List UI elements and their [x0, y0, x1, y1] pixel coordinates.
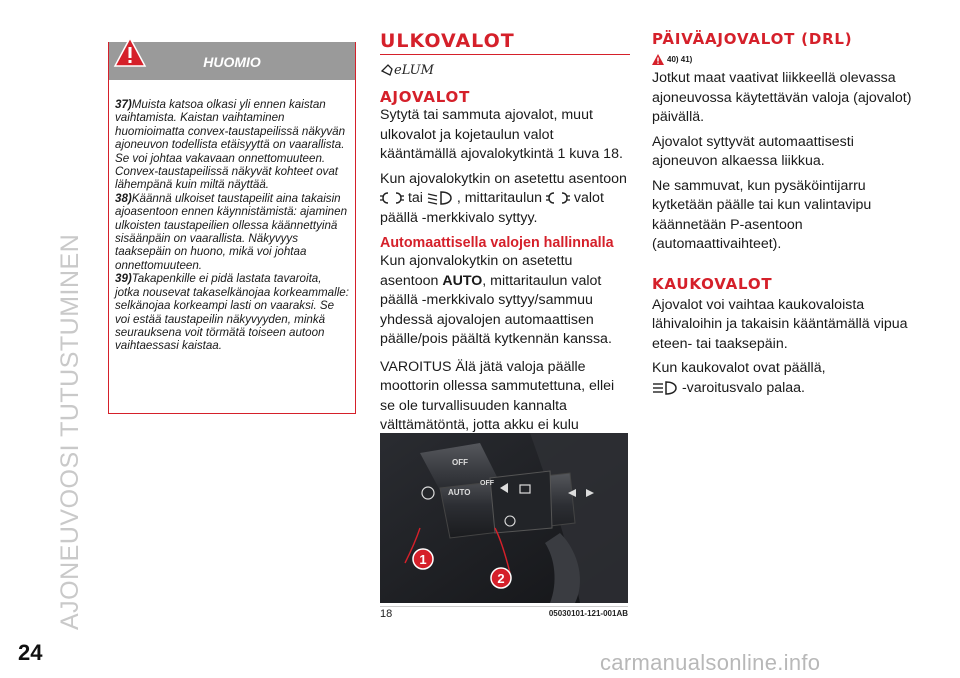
warning-refs — [652, 54, 912, 65]
figure-number: 18 — [380, 608, 393, 620]
figure-label-off: OFF — [480, 480, 494, 487]
caption-divider — [380, 606, 628, 607]
paragraph: Sytytä tai sammuta ajovalot, muut ulkovalot ja kojetaulun valot kääntämällä ajovalokytkintä 1 kuva 18. — [380, 107, 623, 162]
column-exterior-lights — [380, 30, 630, 455]
paragraph — [380, 252, 630, 350]
warning-ref-number: 39) — [115, 272, 132, 286]
paragraph — [652, 359, 912, 398]
text-span: tai — [407, 190, 423, 206]
parking-lights-icon — [546, 190, 570, 206]
spacer — [652, 255, 912, 275]
paragraph: Jotkut maat vaativat liikkeellä olevassa ajoneuvossa käytettävän valoja (ajovalot) päivällä. — [652, 70, 912, 125]
paragraph: Ajovalot voi vaihtaa kaukovaloista lähivaloihin ja takaisin kääntämällä vipua eteen- tai taaksepäin. — [652, 296, 908, 352]
heading-drl: PÄIVÄAJOVALOT (DRL) — [652, 30, 853, 48]
text-span: Kun ajovalokytkin on asetettu asentoon — [380, 170, 627, 187]
svg-text:eLUM: eLUM — [394, 63, 434, 78]
warning-triangle-icon — [652, 54, 664, 65]
text-span: Kun ajonvalokytkin on asetettu asentoon — [380, 253, 573, 289]
warning-text: Muista katsoa olkasi yli ennen kaistan vaihtamista. Kaistan vaihtaminen huomioimatta convex-taustapeilissä näkyvän ajoneuvon todellista etäisyyttä on vaarallista. Se voi johtaa vakavaan onnettomuuteen. Convex-taustapeilissä näkyvät kohteet ovat lähempänä kuin miltä näyttää. — [115, 98, 346, 192]
section-side-title: AJONEUVOOSI TUTUSTUMINEN — [56, 233, 84, 630]
paragraph — [380, 170, 630, 229]
paragraph-warning: VAROITUS Älä jätä valoja päälle moottorin ollessa sammutettuna, ellei se ole turvallisuuden kannalta välttämätöntä, jotta akku ei kulu — [380, 358, 615, 433]
figure-light-switch — [380, 433, 628, 603]
warning-ref-number: 37) — [115, 98, 132, 111]
light-switch-illustration — [380, 433, 628, 603]
high-beam-icon — [652, 380, 678, 396]
warning-body — [109, 80, 355, 353]
warning-text: Käännä ulkoiset taustapeilit aina takaisin ajoasentoon ennen käynnistämistä: ajaminen ulkoisten taustapeilien ollessa käännettyinä sisäänpäin on vaarallista. Näkyvyys taaksepäin on huono, mikä voi johtaa onnettomuuteen. — [115, 191, 348, 272]
text-bold: AUTO — [442, 272, 483, 289]
callout-number: 2 — [497, 571, 505, 586]
paragraph: Ne sammuvat, kun pysäköintijarru kytketään päälle tai kun valintavipu käännetään P-asentoon (automaattivaihteet). — [652, 177, 872, 252]
text-span: Kun kaukovalot ovat päällä, — [652, 360, 826, 376]
heading-ajovalot: AJOVALOT — [380, 88, 471, 106]
figure-label-off: OFF — [452, 458, 468, 467]
text-span: , mittaritaulun — [456, 190, 543, 206]
warning-item — [115, 98, 349, 192]
parking-lights-icon — [380, 190, 404, 206]
low-beam-icon — [427, 190, 453, 206]
heading-ulkovalot: ULKOVALOT — [380, 30, 630, 55]
paragraph: Ajovalot syttyvät automaattisesti ajoneuvon alkaessa liikkua. — [652, 133, 854, 169]
column-drl-high-beam — [652, 30, 912, 398]
warning-ref-numbers: 40) 41) — [667, 55, 693, 64]
figure-label-auto: AUTO — [448, 488, 471, 497]
warning-item — [115, 192, 349, 272]
heading-automatic-lights: Automaattisella valojen hallinnalla — [380, 235, 614, 251]
warning-title: HUOMIO — [203, 54, 261, 70]
text-span: -varoitusvalo palaa. — [681, 379, 805, 396]
watermark: carmanualsonline.info — [600, 650, 821, 675]
warning-ref-number: 38) — [115, 191, 132, 205]
warning-text: Takapenkille ei pidä lastata tavaroita, jotka nousevat takaselkänojaa korkeammalle: selkänojaa korkeampi lasti on vaaraksi. Se voi estää taustapeilin näkyvyyden, minkä seurauksena voit törmätä toiseen autoon vaihtaessasi kaistaa. — [115, 272, 349, 353]
read-manual-icon — [380, 59, 434, 79]
warning-box — [108, 42, 356, 414]
page-number: 24 — [18, 640, 43, 665]
text-span: , mittaritaulun valot päällä -merkkivalo syttyy/sammuu yhdessä ajovalojen automaattisen päälle/pois päältä kytkennän kanssa. — [380, 272, 612, 347]
warning-header — [109, 42, 355, 80]
warning-item — [115, 272, 349, 352]
text-span: päällä -merkkivalo syttyy. — [380, 209, 538, 226]
text-span: valot — [573, 190, 604, 206]
callout-number: 1 — [419, 552, 427, 567]
heading-kaukovalot: KAUKOVALOT — [652, 274, 773, 293]
figure-code: 05030101-121-001AB — [548, 609, 628, 618]
